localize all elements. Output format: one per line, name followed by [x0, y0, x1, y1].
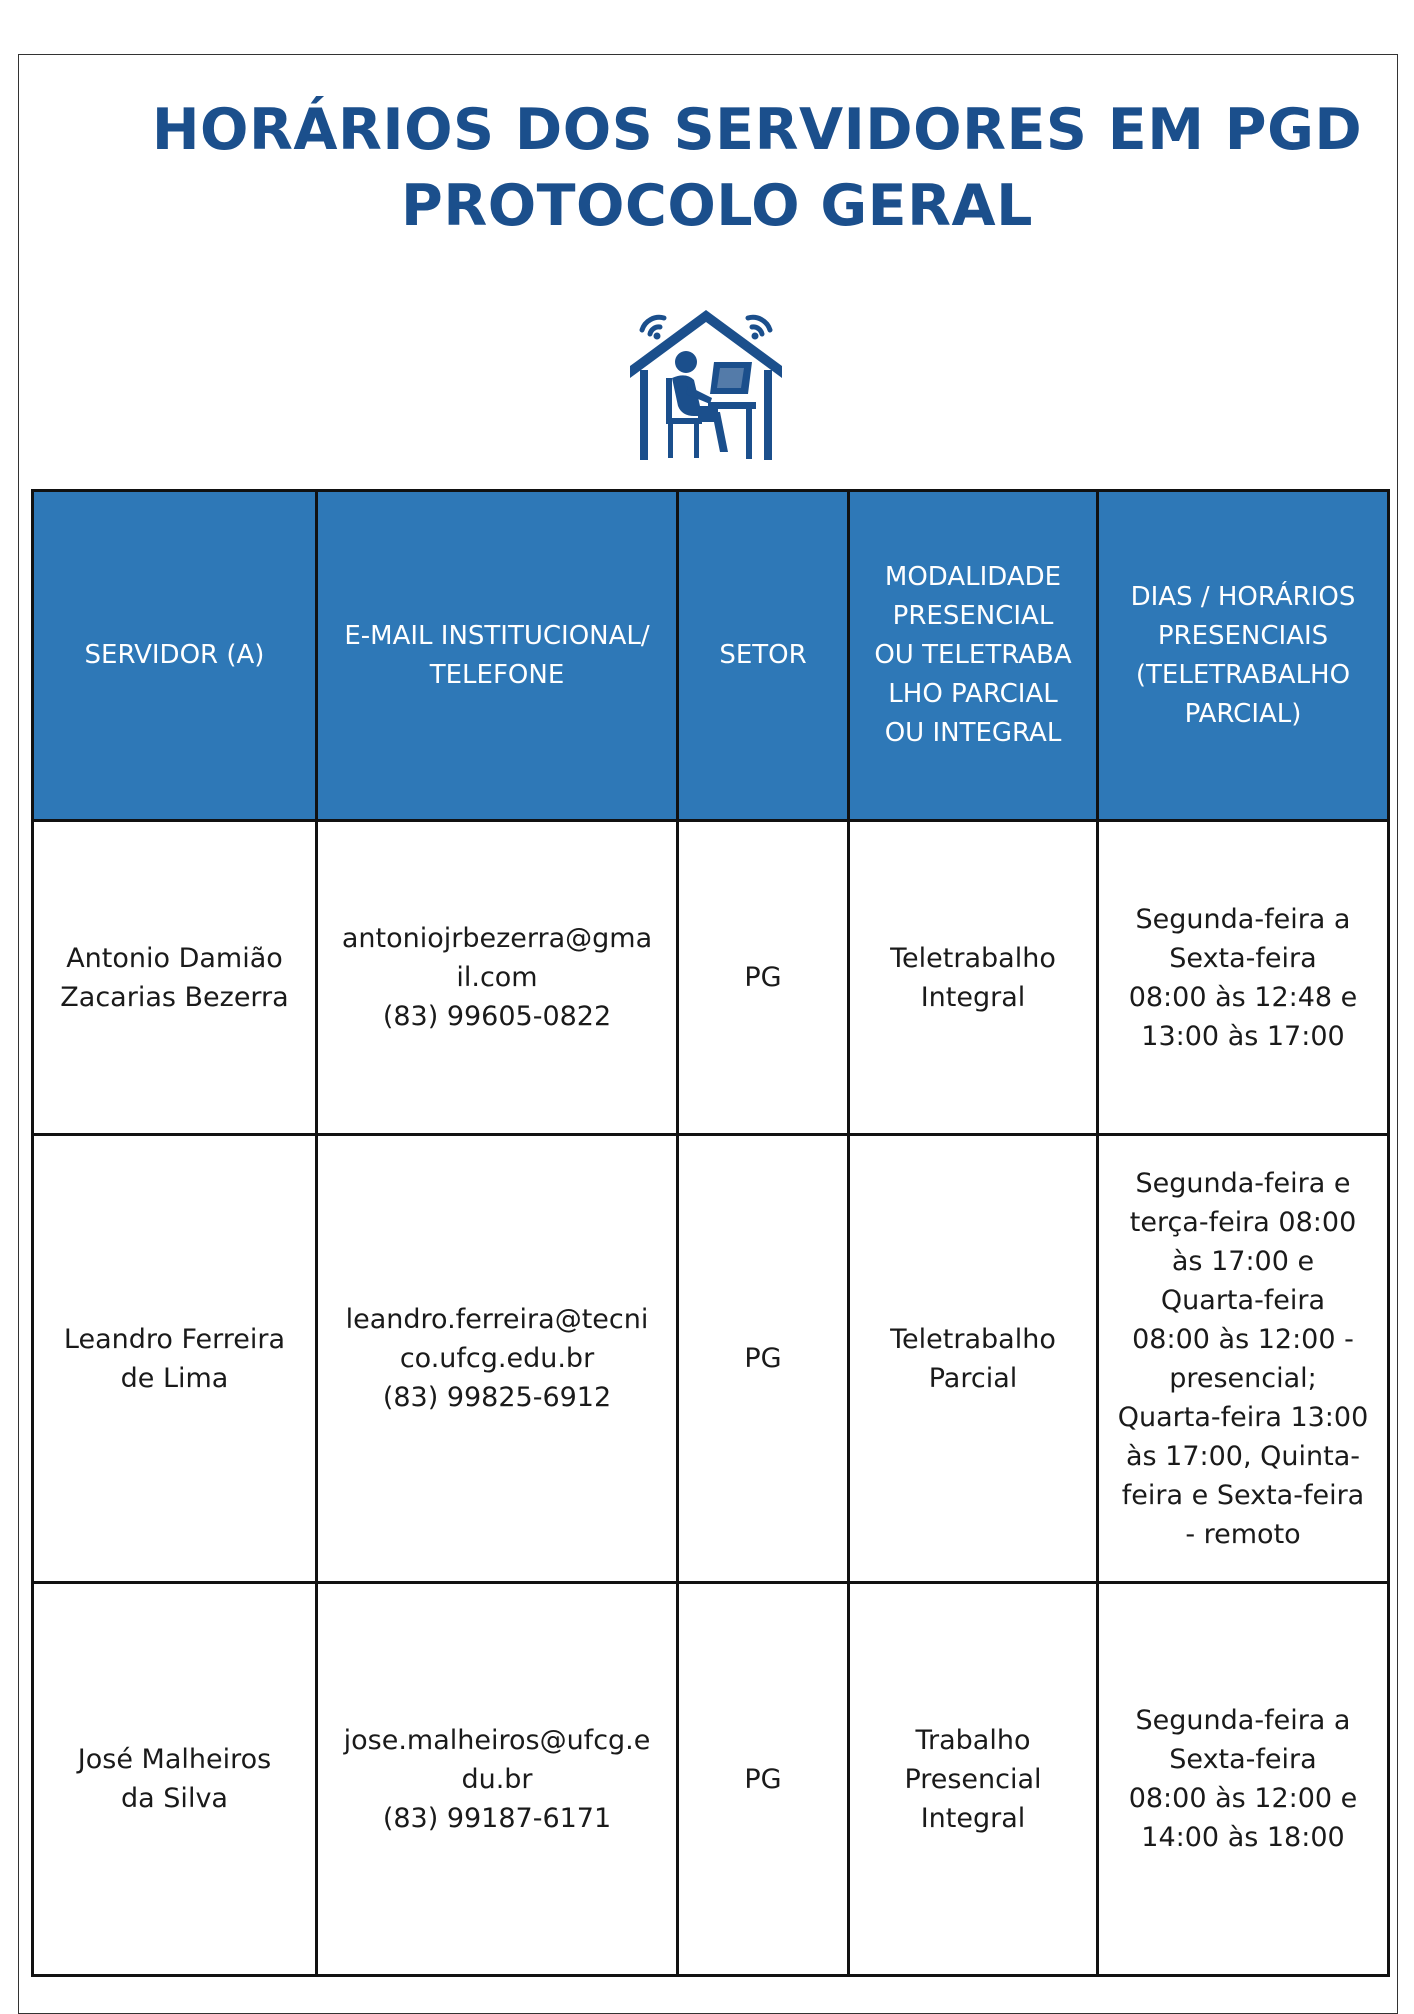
cell-setor: PG — [678, 821, 849, 1135]
header-setor: SETOR — [678, 491, 849, 821]
cell-setor: PG — [678, 1583, 849, 1976]
cell-servidor: José Malheiros da Silva — [33, 1583, 317, 1976]
cell-contato: antoniojrbezerra@gma il.com (83) 99605-0822 — [317, 821, 678, 1135]
cell-horarios: Segunda-feira e terça-feira 08:00 às 17:00 e Quarta-feira 08:00 às 12:00 - presencial; Quarta-feira 13:00 às 17:00, Quinta- feira e Sexta-feira - remoto — [1098, 1135, 1389, 1583]
cell-modalidade: Trabalho Presencial Integral — [849, 1583, 1098, 1976]
cell-horarios: Segunda-feira a Sexta-feira 08:00 às 12:00 e 14:00 às 18:00 — [1098, 1583, 1389, 1976]
cell-modalidade: Teletrabalho Parcial — [849, 1135, 1098, 1583]
cell-modalidade: Teletrabalho Integral — [849, 821, 1098, 1135]
cell-contato: leandro.ferreira@tecni co.ufcg.edu.br (83) 99825-6912 — [317, 1135, 678, 1583]
cell-horarios: Segunda-feira a Sexta-feira 08:00 às 12:48 e 13:00 às 17:00 — [1098, 821, 1389, 1135]
schedule-table — [31, 489, 1390, 1977]
page-title — [0, 92, 1414, 244]
table-header-row — [33, 491, 1389, 821]
title-line-1: HORÁRIOS DOS SERVIDORES EM PGD — [151, 97, 1363, 163]
header-dias-horarios: DIAS / HORÁRIOS PRESENCIAIS (TELETRABALHO PARCIAL) — [1098, 491, 1389, 821]
table-row — [33, 1135, 1389, 1583]
home-office-telework-icon — [628, 302, 784, 462]
table-row — [33, 1583, 1389, 1976]
header-modalidade: MODALIDADE PRESENCIAL OU TELETRABA LHO PARCIAL OU INTEGRAL — [849, 491, 1098, 821]
table-row — [33, 821, 1389, 1135]
cell-servidor: Leandro Ferreira de Lima — [33, 1135, 317, 1583]
cell-servidor: Antonio Damião Zacarias Bezerra — [33, 821, 317, 1135]
cell-contato: jose.malheiros@ufcg.e du.br (83) 99187-6171 — [317, 1583, 678, 1976]
header-email-telefone: E-MAIL INSTITUCIONAL/ TELEFONE — [317, 491, 678, 821]
cell-setor: PG — [678, 1135, 849, 1583]
header-servidor: SERVIDOR (A) — [33, 491, 317, 821]
title-line-2: PROTOCOLO GERAL — [401, 173, 1033, 239]
